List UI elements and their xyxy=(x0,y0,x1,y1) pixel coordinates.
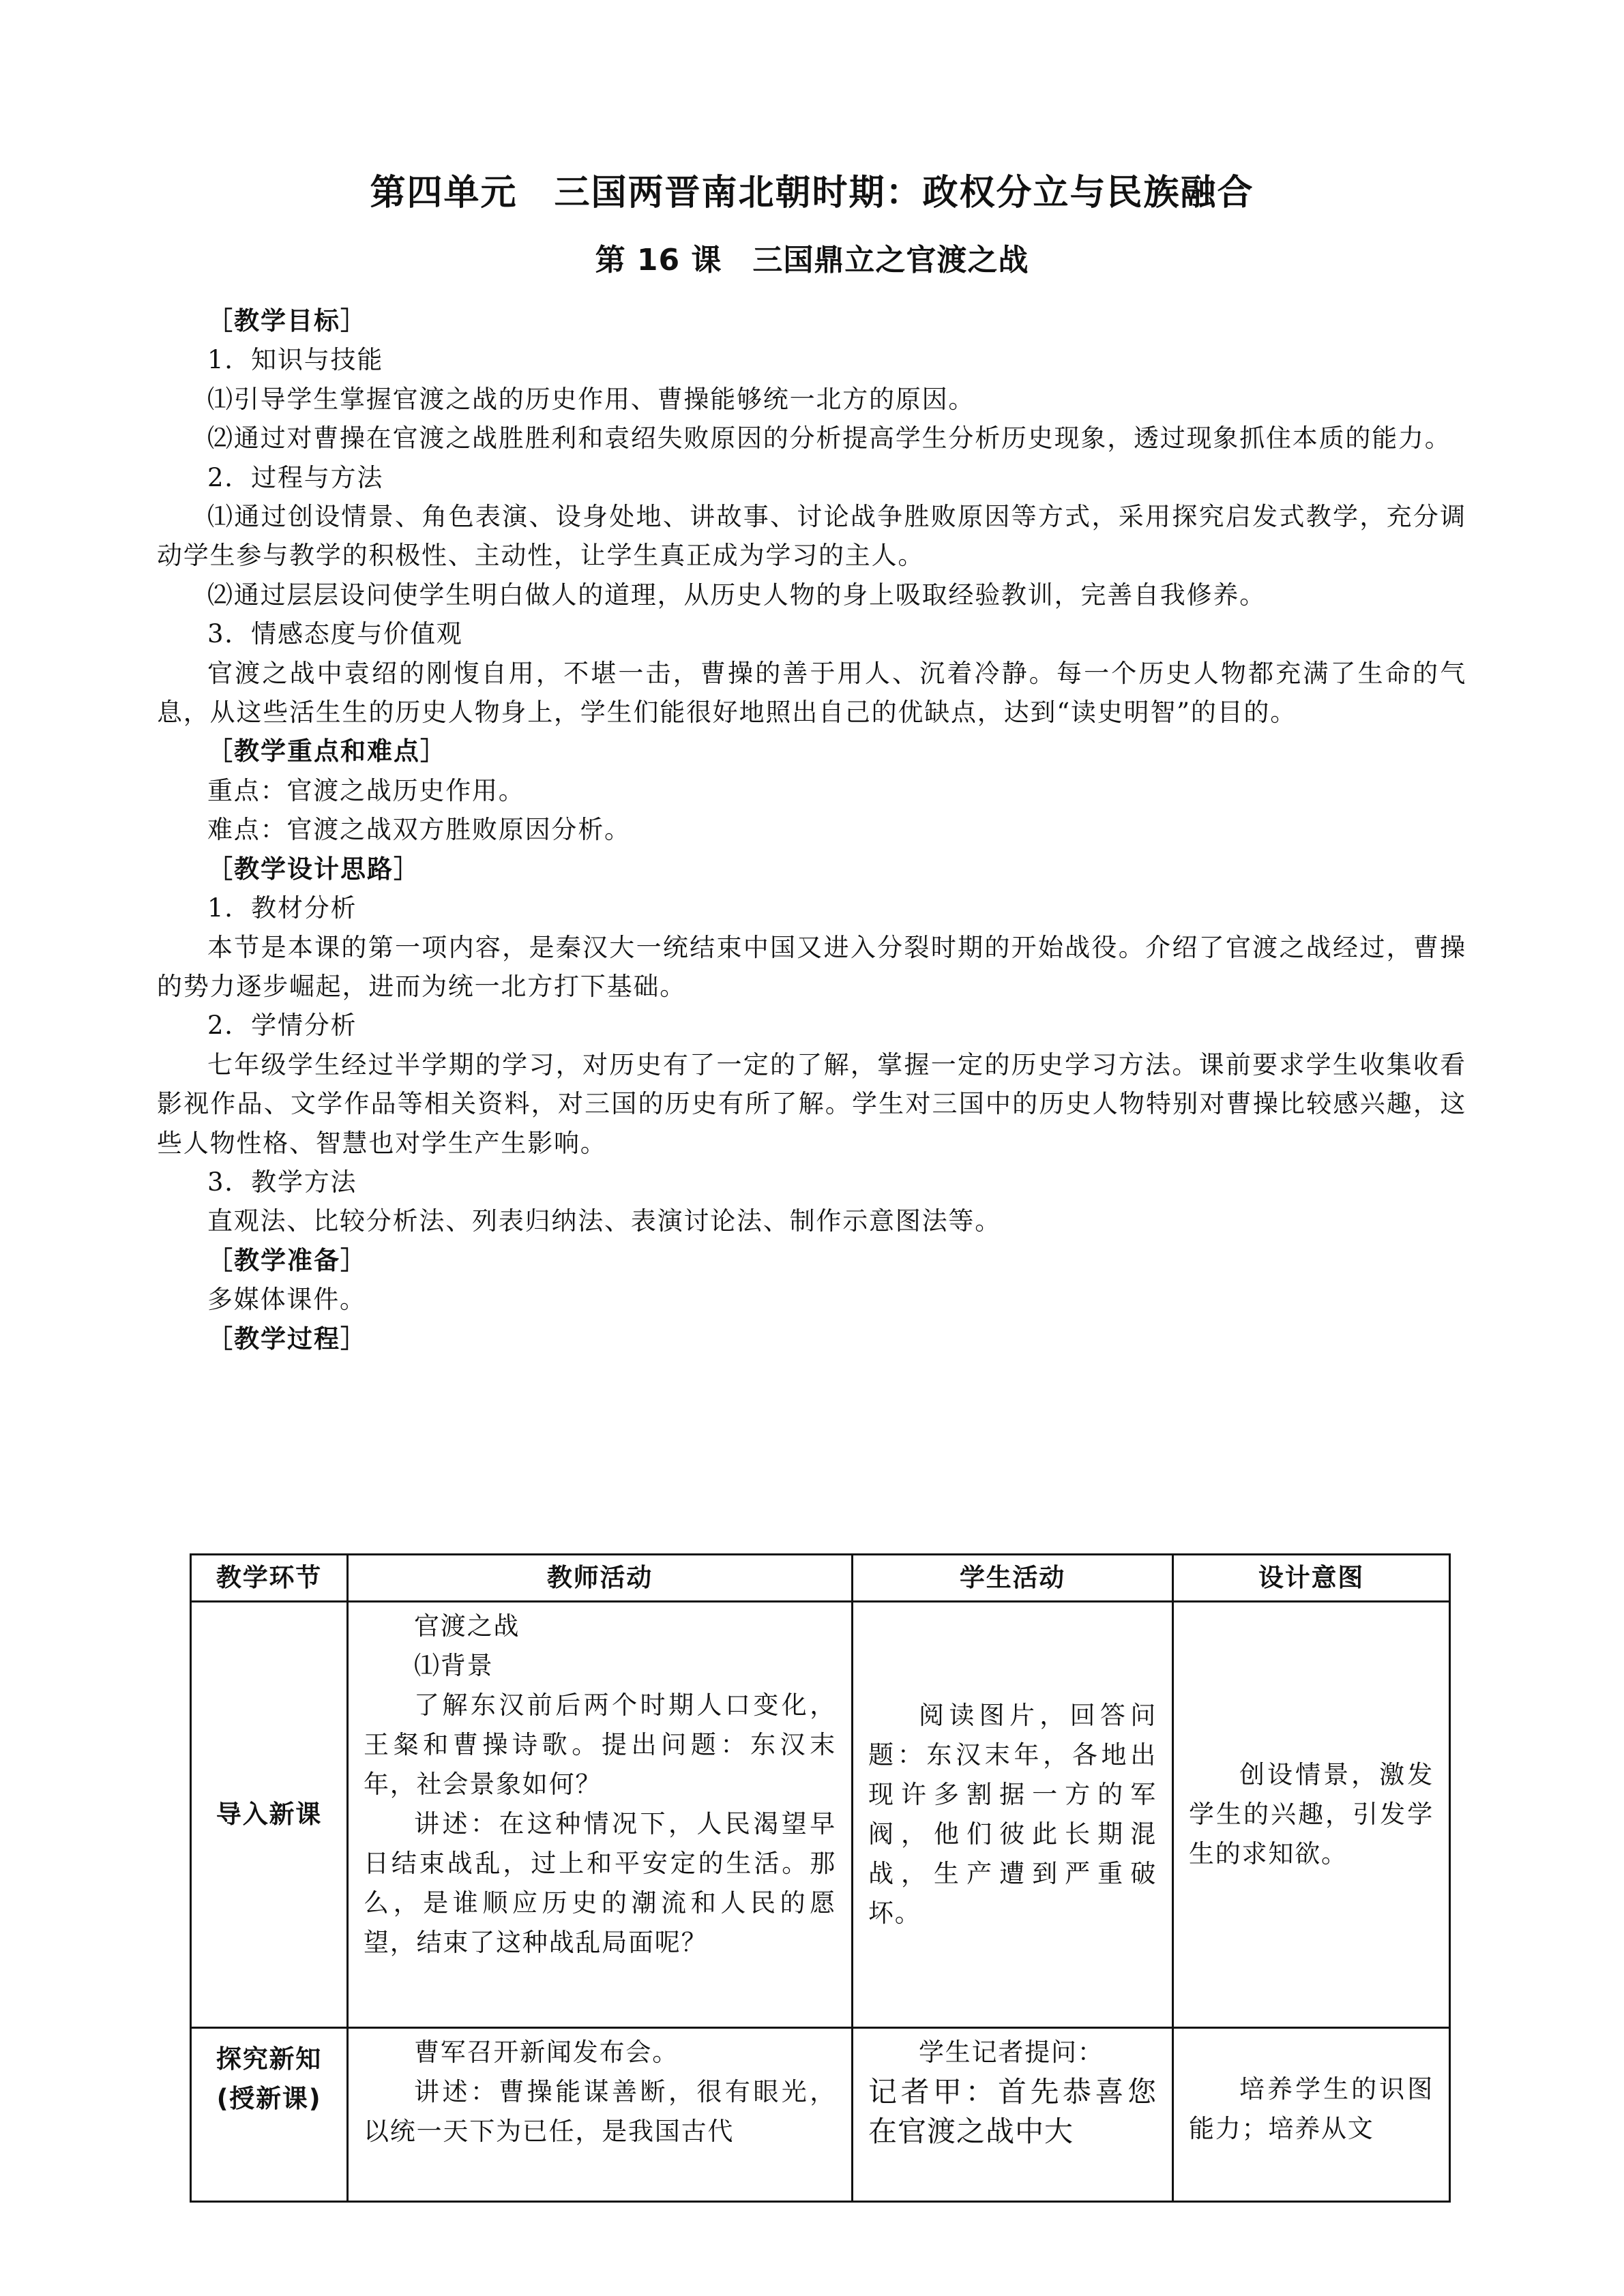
paragraph: 七年级学生经过半学期的学习，对历史有了一定的了解，掌握一定的历史学习方法。课前要求学生收集收看影视作品、文学作品等相关资料，对三国的历史有所了解。学生对三国中的历史人物特别对曹操比较感兴趣，这些人物性格、智慧也对学生产生影响。 xyxy=(157,1049,1466,1158)
paragraph: ⑴通过创设情景、角色表演、设身处地、讲故事、讨论战争胜败原因等方式，采用探究启发式教学，充分调动学生参与教学的积极性、主动性，让学生真正成为学习的主人。 xyxy=(157,502,1466,571)
cell-text: 记者甲：首先恭喜您在官渡之战中大 xyxy=(868,2075,1157,2148)
paragraph: 直观法、比较分析法、列表归纳法、表演讨论法、制作示意图法等。 xyxy=(207,1206,1001,1236)
cell-text: 了解东汉前后两个时期人口变化，王粲和曹操诗歌。提出问题：东汉末年，社会景象如何？ xyxy=(364,1690,836,1799)
paragraph: 2．过程与方法 xyxy=(207,462,384,492)
paragraph: ⑵通过对曹操在官渡之战胜胜利和袁绍失败原因的分析提高学生分析历史现象，透过现象抓住本质的能力。 xyxy=(207,423,1451,453)
column-header: 教学环节 xyxy=(191,1555,348,1602)
section-heading-objectives: ［教学目标］ xyxy=(207,306,367,336)
column-header: 学生活动 xyxy=(853,1555,1173,1602)
stage-label: 探究新知 xyxy=(216,2044,323,2074)
design-intent-cell xyxy=(1173,2028,1450,2202)
cell-text: 创设情景，激发学生的兴趣，引发学生的求知欲。 xyxy=(1189,1760,1434,1868)
paragraph: 本节是本课的第一项内容，是秦汉大一统结束中国又进入分裂时期的开始战役。介绍了官渡之战经过，曹操的势力逐步崛起，进而为统一北方打下基础。 xyxy=(157,932,1466,1001)
section-heading-design: ［教学设计思路］ xyxy=(207,854,420,884)
section-heading-key-points: ［教学重点和难点］ xyxy=(207,736,447,766)
teacher-activity-cell xyxy=(348,2028,853,2202)
teacher-activity-cell xyxy=(348,1602,853,2028)
section-heading-preparation: ［教学准备］ xyxy=(207,1245,367,1275)
paragraph: 1．教材分析 xyxy=(207,893,357,923)
student-activity-cell xyxy=(853,2028,1173,2202)
paragraph: ⑴引导学生掌握官渡之战的历史作用、曹操能够统一北方的原因。 xyxy=(207,384,975,414)
design-intent-cell xyxy=(1173,1602,1450,2028)
paragraph: ⑵通过层层设问使学生明白做人的道理，从历史人物的身上吸取经验教训，完善自我修养。 xyxy=(207,580,1266,610)
student-activity-cell xyxy=(853,1602,1173,2028)
stage-cell: 导入新课 xyxy=(191,1602,348,2028)
cell-text: 讲述：曹操能谋善断，很有眼光，以统一天下为已任，是我国古代 xyxy=(364,2077,836,2146)
cell-text: 官渡之战 xyxy=(414,1611,520,1641)
paragraph: 重点：官渡之战历史作用。 xyxy=(207,775,525,805)
table-row xyxy=(191,2028,1450,2202)
paragraph: 官渡之战中袁绍的刚愎自用，不堪一击，曹操的善于用人、沉着冷静。每一个历史人物都充满了生命的气息，从这些活生生的历史人物身上，学生们能很好地照出自己的优缺点，达到“读史明智”的目的。 xyxy=(157,658,1466,728)
paragraph: 1．知识与技能 xyxy=(207,345,384,375)
paragraph: 多媒体课件。 xyxy=(207,1285,366,1315)
teaching-process-table xyxy=(190,1553,1451,2203)
cell-text: 曹军召开新闻发布会。 xyxy=(414,2038,679,2067)
paragraph: 3．教学方法 xyxy=(207,1167,357,1197)
cell-text: 阅读图片，回答问题：东汉末年，各地出现许多割据一方的军阀，他们彼此长期混战，生产遭到严重破坏。 xyxy=(868,1701,1157,1928)
cell-text: 培养学生的识图能力；培养从文 xyxy=(1189,2074,1434,2143)
paragraph: 2．学情分析 xyxy=(207,1011,357,1041)
cell-text: 讲述：在这种情况下，人民渴望早日结束战乱，过上和平安定的生活。那么，是谁顺应历史的潮流和人民的愿望，结束了这种战乱局面呢？ xyxy=(364,1809,836,1957)
section-heading-process: ［教学过程］ xyxy=(207,1324,367,1354)
column-header: 教师活动 xyxy=(348,1555,853,1602)
table-row xyxy=(191,1602,1450,2028)
paragraph: 3．情感态度与价值观 xyxy=(207,619,463,649)
lesson-title: 第 16 课 三国鼎立之官渡之战 xyxy=(595,243,1029,278)
stage-cell xyxy=(191,2028,348,2202)
column-header: 设计意图 xyxy=(1173,1555,1450,1602)
lesson-plan-body xyxy=(157,301,1466,1358)
cell-text: ⑴背景 xyxy=(414,1651,494,1680)
cell-text: 学生记者提问： xyxy=(919,2038,1104,2067)
stage-label: (授新课) xyxy=(216,2084,322,2113)
paragraph: 难点：官渡之战双方胜败原因分析。 xyxy=(207,815,631,845)
table-header-row xyxy=(191,1555,1450,1602)
unit-title: 第四单元 三国两晋南北朝时期：政权分立与民族融合 xyxy=(370,173,1254,213)
